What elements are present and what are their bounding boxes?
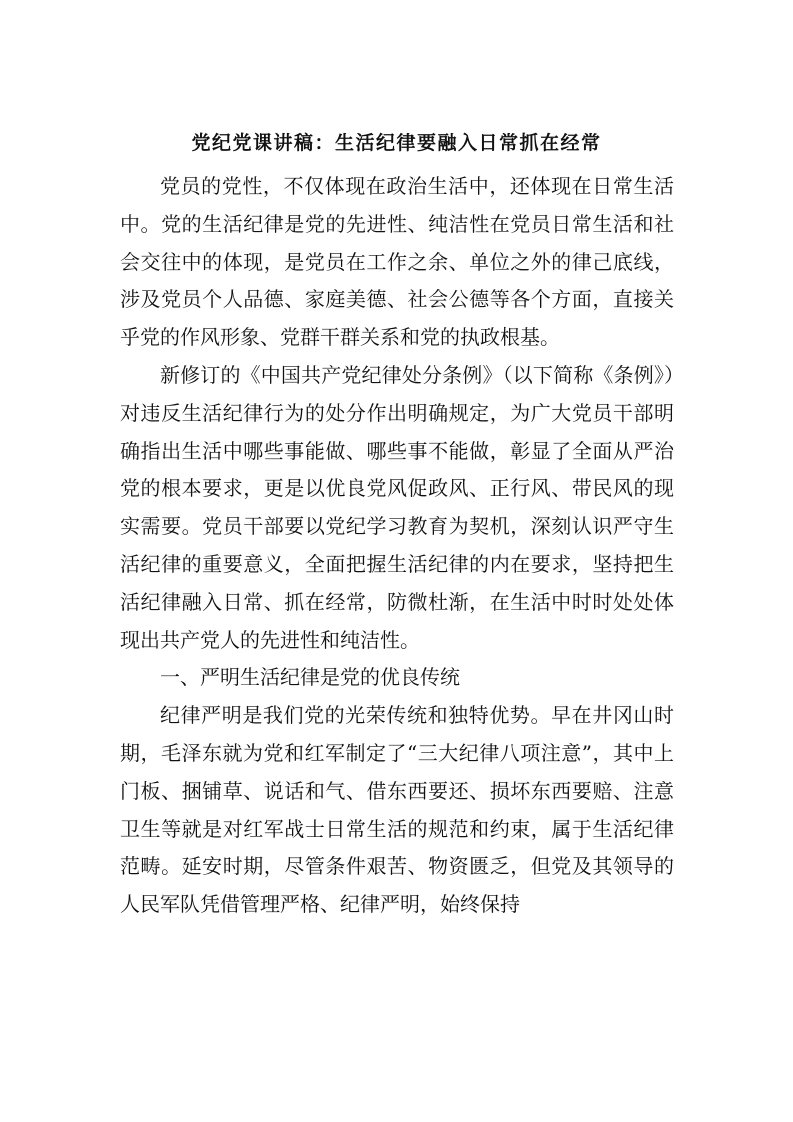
document-body — [120, 168, 674, 924]
section-heading: 一、严明生活纪律是党的优良传统 — [160, 665, 460, 690]
body-paragraph: 新修订的《中国共产党纪律处分条例》（以下简称《条例》）对违反生活纪律行为的处分作出明确规定，为广大党员干部明确指出生活中哪些事能做、哪些事不能做，彰显了全面从严治党的根本要求，更是以优良党风促政风、正行风、带民风的现实需要。党员干部要以党纪学习教育为契机，深刻认识严守生活纪律的重要意义，全面把握生活纪律的内在要求，坚持把生活纪律融入日常、抓在经常，防微杜渐，在生活中时时处处体现出共产党人的先进性和纯洁性。 — [120, 362, 674, 652]
body-paragraph: 党员的党性，不仅体现在政治生活中，还体现在日常生活中。党的生活纪律是党的先进性、纯洁性在党员日常生活和社会交往中的体现，是党员在工作之余、单位之外的律己底线，涉及党员个人品德、家庭美德、社会公德等各个方面，直接关乎党的作风形象、党群干群关系和党的执政根基。 — [120, 174, 674, 350]
document-title: 党纪党课讲稿：生活纪律要融入日常抓在经常 — [191, 132, 602, 154]
body-paragraph: 纪律严明是我们党的光荣传统和独特优势。早在井冈山时期，毛泽东就为党和红军制定了“三大纪律八项注意”，其中上门板、捆铺草、说话和气、借东西要还、损坏东西要赔、注意卫生等就是对红军战士日常生活的规范和约束，属于生活纪律范畴。延安时期，尽管条件艰苦、物资匮乏，但党及其领导的人民军队凭借管理严格、纪律严明，始终保持 — [120, 703, 674, 917]
